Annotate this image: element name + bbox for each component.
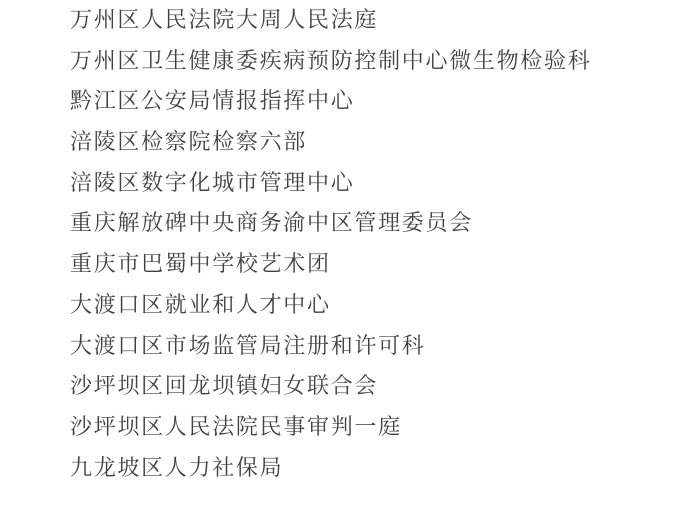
org-name-line: 涪陵区数字化城市管理中心: [70, 170, 355, 196]
org-name-line: 万州区人民法院大周人民法庭: [70, 8, 379, 33]
org-name-line: 大渡口区就业和人才中心: [70, 292, 331, 318]
org-name-line: 万州区卫生健康委疾病预防控制中心微生物检验科: [70, 48, 592, 74]
org-name-line: 沙坪坝区人民法院民事审判一庭: [70, 414, 402, 440]
org-name-line: 重庆解放碑中央商务渝中区管理委员会: [70, 211, 473, 237]
org-name-line: 沙坪坝区回龙坝镇妇女联合会: [70, 374, 379, 400]
org-name-line: 涪陵区检察院检察六部: [70, 130, 308, 156]
org-name-line: 九龙坡区人力社保局: [70, 455, 284, 481]
org-name-list: [70, 1, 699, 489]
org-name-line: 重庆市巴蜀中学校艺术团: [70, 252, 331, 278]
org-name-line: 大渡口区市场监管局注册和许可科: [70, 333, 426, 359]
org-name-line: 黔江区公安局情报指挥中心: [70, 89, 355, 115]
